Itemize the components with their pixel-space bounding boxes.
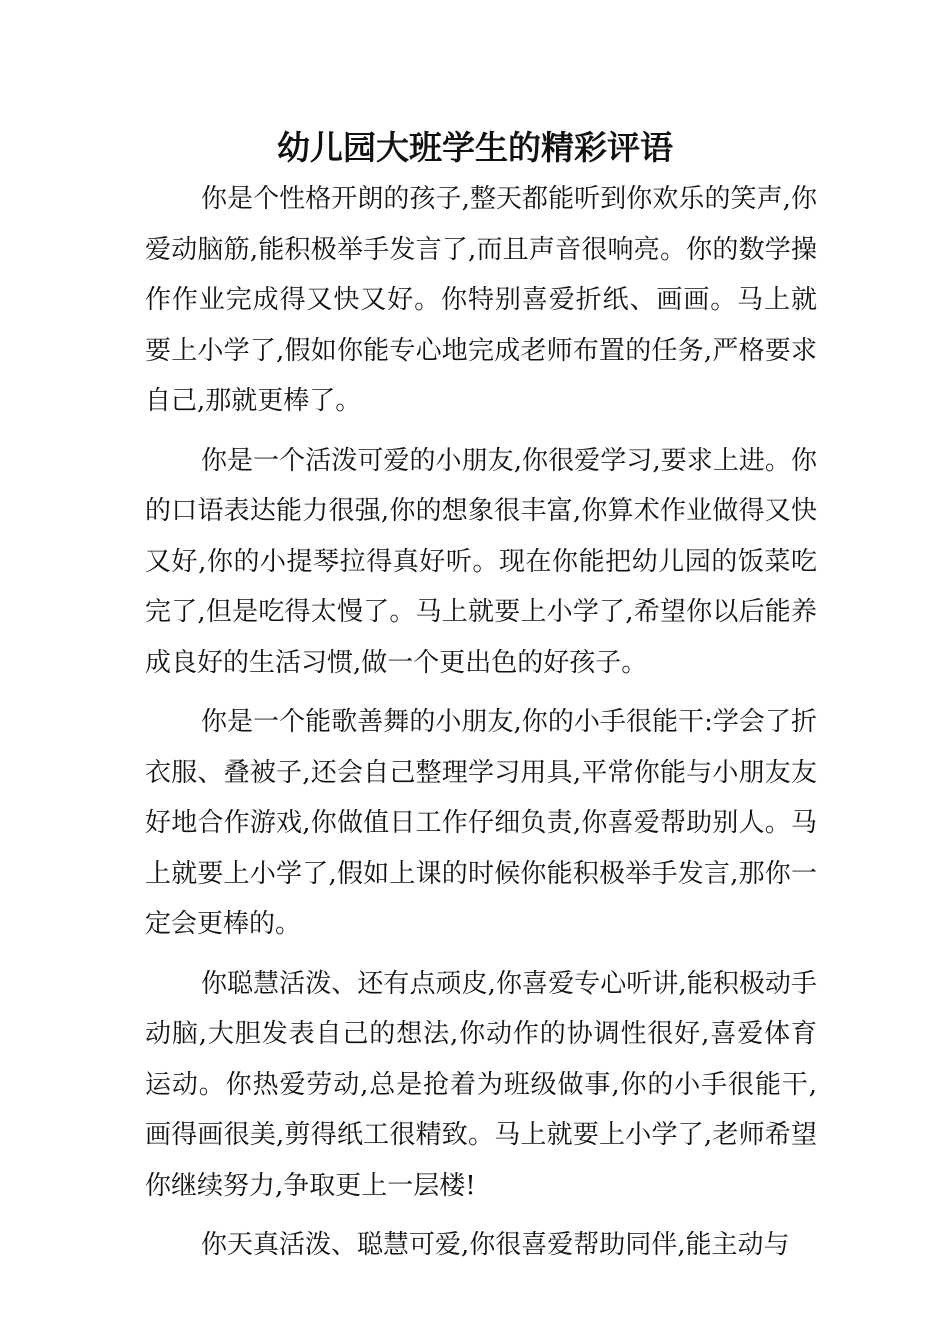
paragraph-4: 你聪慧活泼、还有点顽皮,你喜爱专心听讲,能积极动手动脑,大胆发表自己的想法,你动作的协调性很好,喜爱体育运动。你热爱劳动,总是抢着为班级做事,你的小手很能干,画得画很美,剪得纸工很精致。马上就要上小学了,老师希望你继续努力,争取更上一层楼!: [145, 968, 817, 1201]
paragraph-5: 你天真活泼、聪慧可爱,你很喜爱帮助同伴,能主动与: [201, 1230, 790, 1260]
document-title: 幼儿园大班学生的精彩评语: [277, 128, 673, 167]
paragraph-3: 你是一个能歌善舞的小朋友,你的小手很能干:学会了折衣服、叠被子,还会自己整理学习用具,平常你能与小朋友友好地合作游戏,你做值日工作仔细负责,你喜爱帮助别人。马上就要上小学了,假如上课的时候你能积极举手发言,那你一定会更棒的。: [145, 707, 817, 939]
paragraph-2: 你是一个活泼可爱的小朋友,你很爱学习,要求上进。你的口语表达能力很强,你的想象很丰富,你算术作业做得又快又好,你的小提琴拉得真好听。现在你能把幼儿园的饭菜吃完了,但是吃得太慢了。马上就要上小学了,希望你以后能养成良好的生活习惯,做一个更出色的好孩子。: [145, 445, 817, 678]
document-body: [145, 174, 817, 1280]
paragraph-1: 你是个性格开朗的孩子,整天都能听到你欢乐的笑声,你爱动脑筋,能积极举手发言了,而且声音很响亮。你的数学操作作业完成得又快又好。你特别喜爱折纸、画画。马上就要上小学了,假如你能专心地完成老师布置的任务,严格要求自己,那就更棒了。: [145, 184, 817, 416]
